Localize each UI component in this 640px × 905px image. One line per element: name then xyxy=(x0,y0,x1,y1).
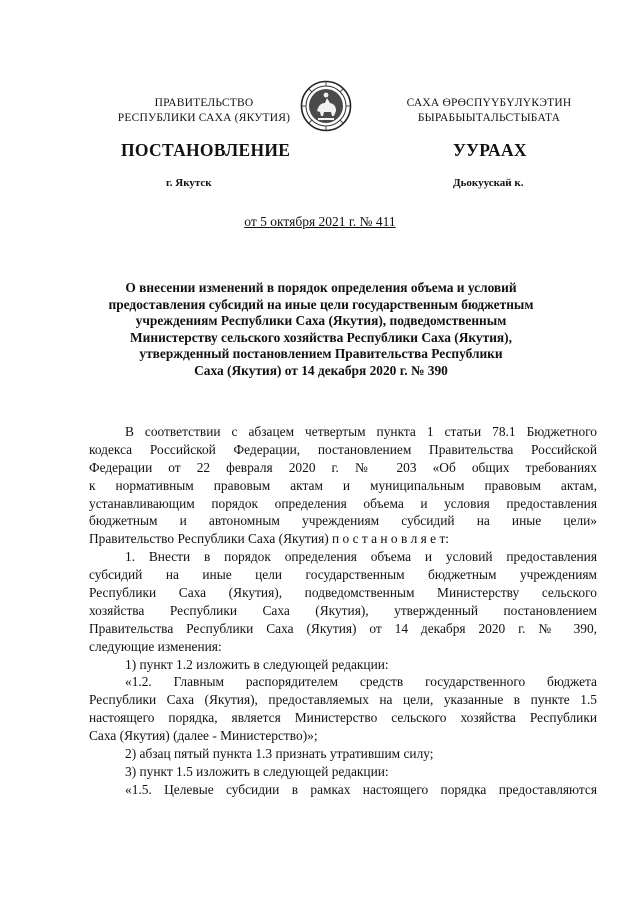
city-name: г. Якутск xyxy=(166,177,212,189)
body-line: устанавливающим порядок определения объема и условия предоставления xyxy=(89,495,597,511)
issuer-left-line: РЕСПУБЛИКИ САХА (ЯКУТИЯ) xyxy=(117,112,291,124)
doc-type-title: ПОСТАНОВЛЕНИЕ xyxy=(121,140,291,160)
body-line: следующие изменения: xyxy=(89,638,222,654)
body-line: настоящего порядка, является Министерство сельского хозяйства Республики xyxy=(89,710,597,726)
body-line: Республики Саха (Якутия), предоставляемых на цели, указанные в пункте 1.5 xyxy=(89,692,597,708)
subject-line: предоставления субсидий на иные цели государственным бюджетным xyxy=(108,296,534,312)
body-line: к нормативным правовым актам и муниципальным правовым актам, xyxy=(89,477,597,493)
body-line: кодекса Российской Федерации, постановлением Правительства Российской xyxy=(89,441,597,457)
body-line: Саха (Якутия) (далее - Министерство)»; xyxy=(89,728,318,744)
body-line: «1.2. Главным распорядителем средств государственного бюджета xyxy=(125,674,597,690)
subject-line: Министерству сельского хозяйства Республики Саха (Якутия), xyxy=(130,329,512,345)
body-line: Правительство Республики Саха (Якутия) п о с т а н о в л я е т: xyxy=(89,531,450,547)
date-and-number: от 5 октября 2021 г. № 411 xyxy=(244,214,396,229)
body-line: Республики Саха (Якутия), подведомственным Министерству сельского xyxy=(89,585,597,601)
issuer-right-line: БЫРАБЫЫТАЛЬСТЫБАТА xyxy=(417,112,561,124)
body-line: Федерации от 22 февраля 2020 г. № 203 «Об общих требованиях xyxy=(89,459,597,475)
issuer-right-line: САХА ӨРӨСПҮҮБҮЛҮКЭТИН xyxy=(406,97,572,109)
body-line: 1) пункт 1.2 изложить в следующей редакции: xyxy=(125,656,389,672)
city-name-sakha: Дьокуускай к. xyxy=(453,177,524,189)
doc-type-title-sakha: УУРААХ xyxy=(453,140,527,160)
subject-line: О внесении изменений в порядок определения объема и условий xyxy=(125,280,517,295)
subject-line: учреждениям Республики Саха (Якутия), подведомственным xyxy=(135,313,507,329)
body-line: Правительства Республики Саха (Якутия) от 14 декабря 2020 г. № 390, xyxy=(89,620,597,636)
issuer-right xyxy=(386,96,592,126)
body-line: 3) пункт 1.5 изложить в следующей редакции: xyxy=(125,763,389,779)
coat-of-arms-icon xyxy=(300,80,352,132)
body-line: «1.5. Целевые субсидии в рамках настоящего порядка предоставляются xyxy=(125,781,597,797)
issuer-left xyxy=(104,96,304,126)
document-subject xyxy=(100,280,542,380)
subject-line: Саха (Якутия) от 14 декабря 2020 г. № 390 xyxy=(194,362,448,378)
subject-line: утвержденный постановлением Правительства Республики xyxy=(139,346,503,362)
document-body xyxy=(89,423,597,799)
body-line: бюджетным и автономным учреждениям субсидий на иные цели» xyxy=(89,513,597,529)
body-line: В соответствии с абзацем четвертым пункта 1 статьи 78.1 Бюджетного xyxy=(125,424,597,439)
body-line: 1. Внести в порядок определения объема и условий предоставления xyxy=(125,549,597,565)
issuer-left-line: ПРАВИТЕЛЬСТВО xyxy=(154,97,254,109)
body-line: хозяйства Республики Саха (Якутия), утвержденный постановлением xyxy=(89,602,597,618)
body-line: 2) абзац пятый пункта 1.3 признать утратившим силу; xyxy=(125,746,434,762)
body-line: субсидий на иные цели государственным бюджетным учреждениям xyxy=(89,567,597,583)
